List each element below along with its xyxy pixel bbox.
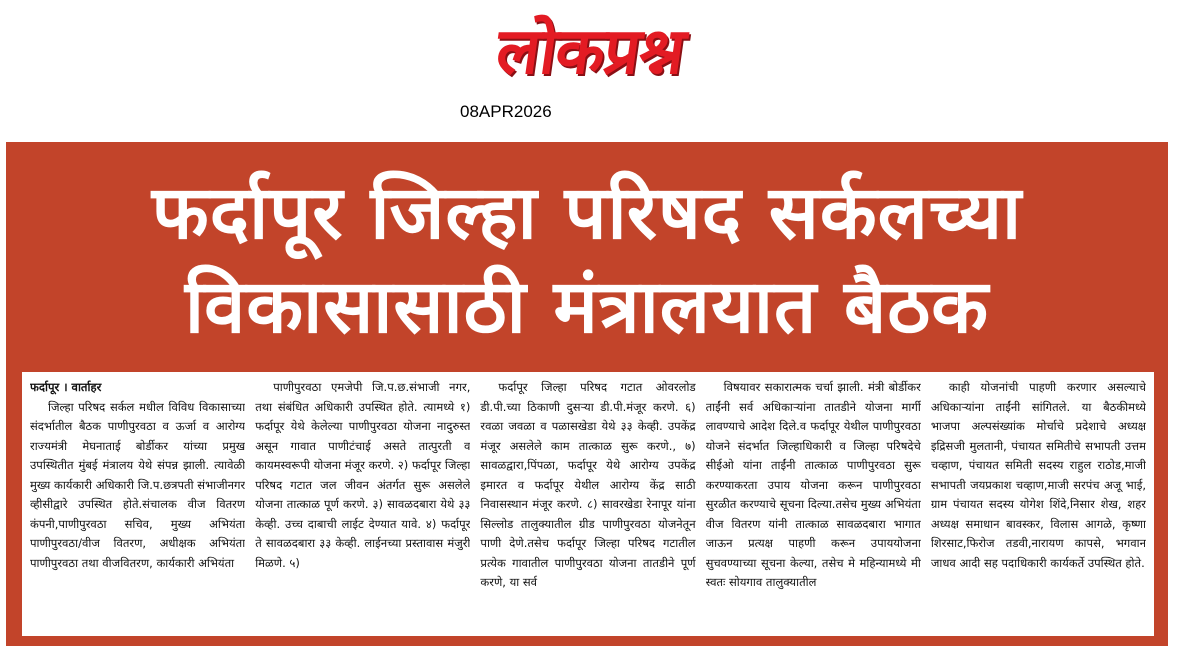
headline-line-1: फर्दापूर जिल्हा परिषद सर्कलच्या xyxy=(151,169,1023,256)
headline-line-2: विकासासाठी मंत्रालयात बैठक xyxy=(184,263,990,350)
column-2-text: पाणीपुरवठा एमजेपी जि.प.छ.संभाजी नगर, तथा संबंधित अधिकारी उपस्थित होते. त्यामध्ये १) फर्दापूर येथे केलेल्या पाणीपुरवठा योजना नादुरुस्त असून गावात पाणीटंचाई असते तात्पुरती व कायमस्वरूपी योजना मंजूर करणे. २) फर्दापूर जिल्हा परिषद गटात जल जीवन अंतर्गत सुरू असलेले योजना तात्काळ पूर्ण करणे. ३) सावळदबारा येथे ३३ केव्ही. उच्च दाबाची लाईट देण्यात यावे. ४) फर्दापूर ते सावळदबारा ३३ केव्ही. लाईनच्या प्रस्तावास मंजुरी मिळणे. ५) xyxy=(255,380,471,570)
column-5-text: काही योजनांची पाहणी करणार असल्याचे अधिकाऱ्यांना ताईंनी सांगितले. या बैठकीमध्ये भाजपा अल्पसंख्यांक मोर्चाचे प्रदेशाचे अध्यक्ष इद्रिसजी मुलतानी, पंचायत समितीचे सभापती उत्तम चव्हाण, पंचायत समिती सदस्य राहुल राठोड,माजी सभापती जयप्रकाश चव्हाण,माजी सरपंच अजू भाई, ग्राम पंचायत सदस्य योगेश शिंदे,निसार शेख, शहर अध्यक्ष समाधान बावस्कर, विलास आगळे, कृष्णा शिरसाट,फिरोज तडवी,नारायण कापसे, भगवान जाधव आदी सह पदाधिकारी कार्यकर्ते उपस्थित होते. xyxy=(930,380,1147,570)
article-column-5 xyxy=(931,378,1146,630)
edition-date: 08APR2026 xyxy=(460,102,552,121)
column-3-text: फर्दापूर जिल्हा परिषद गटात ओवरलोड डी.पी.च्या ठिकाणी दुसऱ्या डी.पी.मंजूर करणे. ६) रवळा जवळा व पळासखेडा येथे ३३ केव्ही. उपकेंद्र मंजूर असलेले काम तात्काळ सुरू करणे., ७) सावळद्वारा,पिंपळा, फर्दापूर येथे आरोग्य उपकेंद्र इमारत व फर्दापूर येथील आरोग्य केंद्र साठी निवासस्थान मंजूर करणे. ८) सावरखेडा रेनापूर यांना सिल्लोड तालुक्यातील ग्रीड पाणीपुरवठा योजनेतून पाणी देणे.तसेच फर्दापूर जिल्हा परिषद गटातील प्रत्येक गावातील पाणीपुरवठा योजना तातडीने पूर्ण करणे, या सर्व xyxy=(480,380,696,589)
headline xyxy=(16,152,1158,367)
newspaper-logo xyxy=(440,6,740,98)
column-1-text: जिल्हा परिषद सर्कल मधील विविध विकासाच्या संदर्भातील बैठक पाणीपुरवठा व ऊर्जा व आरोग्य राज्यमंत्री मेघनाताई बोर्डीकर यांच्या प्रमुख उपस्थितीत मुंबई मंत्रालय येथे संपन्न झाली. त्यावेळी मुख्य कार्यकारी अधिकारी जि.प.छत्रपती संभाजीनगर व्हीसीद्वारे उपस्थित होते.संचालक वीज वितरण कंपनी,पाणीपुरवठा सचिव, मुख्य अभियंता पाणीपुरवठा/वीज वितरण, अधीक्षक अभियंता पाणीपुरवठा तथा वीजवितरण, कार्यकारी अभियंता xyxy=(30,399,246,570)
column-4-text: विषयावर सकारात्मक चर्चा झाली. मंत्री बोर्डीकर ताईंनी सर्व अधिकाऱ्यांना तातडीने योजना मार्गी लावण्याचे आदेश दिले.व फर्दापूर येथील पाणीपुरवठा योजने संदर्भात जिल्हाधिकारी व जिल्हा परिषदेचे सीईओ यांना ताईंनी तात्काळ पाणीपुरवठा सुरू करण्याकरता उपाय योजना करून पाणीपुरवठा सुरळीत करण्याचे सूचना दिल्या.तसेच मुख्य अभियंता वीज वितरण यांनी तात्काळ सावळदबारा भागात जाऊन प्रत्यक्ष पाहणी करून उपाययोजना सुचवण्याच्या सूचना केल्या, तसेच मे महिन्यामध्ये मी स्वतः सोयगाव तालुक्यातील xyxy=(705,380,921,589)
article-column-2 xyxy=(255,378,470,630)
article-column-1 xyxy=(30,378,245,630)
masthead-title: लोकप्रश्न xyxy=(491,15,689,89)
article-column-4 xyxy=(706,378,921,630)
article-column-3 xyxy=(480,378,695,630)
dateline: फर्दापूर । वार्ताहर xyxy=(30,380,102,394)
article-body xyxy=(22,372,1154,636)
article-frame xyxy=(6,142,1168,646)
